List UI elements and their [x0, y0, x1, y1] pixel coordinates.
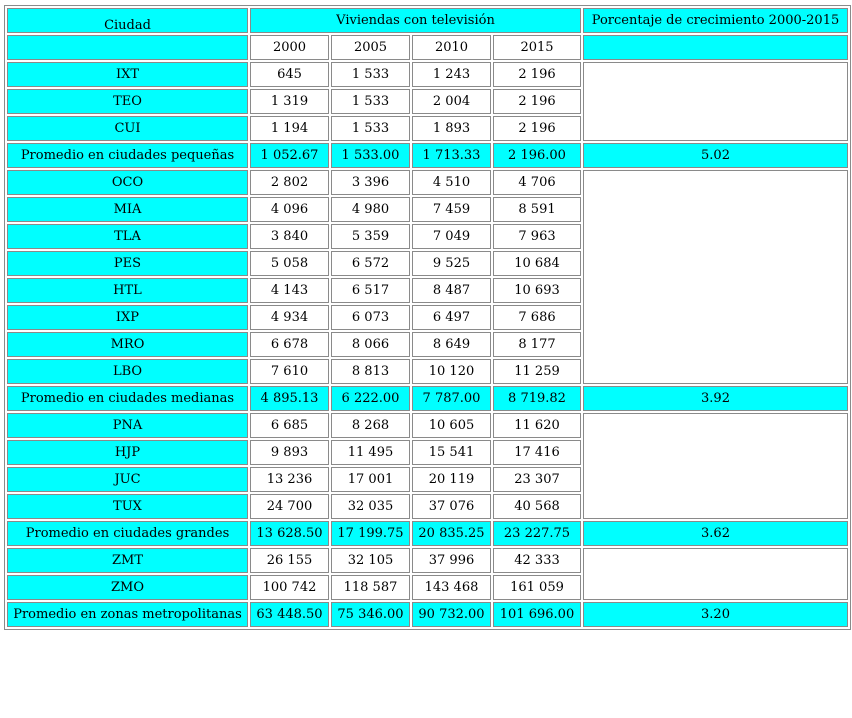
- value-cell: 6 572: [331, 251, 410, 276]
- value-cell: 2 802: [250, 170, 329, 195]
- summary-row: [7, 602, 848, 627]
- tv-homes-table: [4, 5, 851, 630]
- value-cell: 8 177: [493, 332, 581, 357]
- value-cell: 5 359: [331, 224, 410, 249]
- city-cell: HTL: [7, 278, 248, 303]
- value-cell: 8 649: [412, 332, 491, 357]
- city-cell: PES: [7, 251, 248, 276]
- value-cell: 7 686: [493, 305, 581, 330]
- value-cell: 2 004: [412, 89, 491, 114]
- summary-value: 7 787.00: [412, 386, 491, 411]
- city-cell: HJP: [7, 440, 248, 465]
- value-cell: 100 742: [250, 575, 329, 600]
- value-cell: 10 693: [493, 278, 581, 303]
- value-cell: 23 307: [493, 467, 581, 492]
- table-row: [7, 413, 848, 438]
- summary-growth: 3.20: [583, 602, 848, 627]
- value-cell: 32 035: [331, 494, 410, 519]
- summary-label: Promedio en ciudades pequeñas: [7, 143, 248, 168]
- header-city: Ciudad: [7, 8, 248, 33]
- value-cell: 7 610: [250, 359, 329, 384]
- summary-growth: 3.92: [583, 386, 848, 411]
- header-year-2000: 2000: [250, 35, 329, 60]
- city-cell: TUX: [7, 494, 248, 519]
- summary-value: 1 533.00: [331, 143, 410, 168]
- value-cell: 8 066: [331, 332, 410, 357]
- value-cell: 2 196: [493, 116, 581, 141]
- city-cell: TLA: [7, 224, 248, 249]
- value-cell: 7 459: [412, 197, 491, 222]
- summary-value: 90 732.00: [412, 602, 491, 627]
- value-cell: 5 058: [250, 251, 329, 276]
- growth-blank-cell: [583, 170, 848, 384]
- value-cell: 37 076: [412, 494, 491, 519]
- city-cell: ZMO: [7, 575, 248, 600]
- value-cell: 26 155: [250, 548, 329, 573]
- summary-value: 101 696.00: [493, 602, 581, 627]
- value-cell: 3 840: [250, 224, 329, 249]
- table-row: [7, 62, 848, 87]
- value-cell: 37 996: [412, 548, 491, 573]
- header-year-2005: 2005: [331, 35, 410, 60]
- value-cell: 10 605: [412, 413, 491, 438]
- value-cell: 10 684: [493, 251, 581, 276]
- summary-value: 63 448.50: [250, 602, 329, 627]
- value-cell: 17 416: [493, 440, 581, 465]
- value-cell: 40 568: [493, 494, 581, 519]
- summary-value: 17 199.75: [331, 521, 410, 546]
- city-cell: ZMT: [7, 548, 248, 573]
- header-year-2010: 2010: [412, 35, 491, 60]
- value-cell: 6 685: [250, 413, 329, 438]
- value-cell: 8 591: [493, 197, 581, 222]
- value-cell: 4 980: [331, 197, 410, 222]
- header-growth: Porcentaje de crecimiento 2000-2015: [583, 8, 848, 33]
- summary-row: [7, 386, 848, 411]
- value-cell: 4 706: [493, 170, 581, 195]
- value-cell: 4 096: [250, 197, 329, 222]
- value-cell: 2 196: [493, 62, 581, 87]
- value-cell: 42 333: [493, 548, 581, 573]
- city-cell: IXT: [7, 62, 248, 87]
- header-growth-blank: [583, 35, 848, 60]
- value-cell: 1 533: [331, 116, 410, 141]
- city-cell: MIA: [7, 197, 248, 222]
- value-cell: 4 143: [250, 278, 329, 303]
- summary-label: Promedio en zonas metropolitanas: [7, 602, 248, 627]
- summary-value: 13 628.50: [250, 521, 329, 546]
- header-year-2015: 2015: [493, 35, 581, 60]
- value-cell: 7 049: [412, 224, 491, 249]
- value-cell: 11 620: [493, 413, 581, 438]
- value-cell: 10 120: [412, 359, 491, 384]
- value-cell: 645: [250, 62, 329, 87]
- summary-row: [7, 521, 848, 546]
- value-cell: 8 487: [412, 278, 491, 303]
- growth-blank-cell: [583, 548, 848, 600]
- summary-value: 1 052.67: [250, 143, 329, 168]
- city-cell: TEO: [7, 89, 248, 114]
- value-cell: 1 533: [331, 62, 410, 87]
- city-cell: CUI: [7, 116, 248, 141]
- value-cell: 6 517: [331, 278, 410, 303]
- value-cell: 2 196: [493, 89, 581, 114]
- value-cell: 9 893: [250, 440, 329, 465]
- value-cell: 6 073: [331, 305, 410, 330]
- value-cell: 8 813: [331, 359, 410, 384]
- summary-value: 75 346.00: [331, 602, 410, 627]
- value-cell: 32 105: [331, 548, 410, 573]
- value-cell: 24 700: [250, 494, 329, 519]
- value-cell: 6 678: [250, 332, 329, 357]
- header-city-blank: [7, 35, 248, 60]
- summary-value: 20 835.25: [412, 521, 491, 546]
- value-cell: 1 893: [412, 116, 491, 141]
- value-cell: 17 001: [331, 467, 410, 492]
- city-cell: IXP: [7, 305, 248, 330]
- city-cell: OCO: [7, 170, 248, 195]
- summary-value: 6 222.00: [331, 386, 410, 411]
- city-cell: LBO: [7, 359, 248, 384]
- summary-growth: 5.02: [583, 143, 848, 168]
- value-cell: 1 194: [250, 116, 329, 141]
- summary-value: 23 227.75: [493, 521, 581, 546]
- growth-blank-cell: [583, 413, 848, 519]
- value-cell: 1 533: [331, 89, 410, 114]
- value-cell: 9 525: [412, 251, 491, 276]
- value-cell: 4 510: [412, 170, 491, 195]
- value-cell: 8 268: [331, 413, 410, 438]
- value-cell: 1 243: [412, 62, 491, 87]
- header-tv-homes: Viviendas con televisión: [250, 8, 581, 33]
- header-row-years: [7, 35, 848, 60]
- city-cell: JUC: [7, 467, 248, 492]
- value-cell: 11 259: [493, 359, 581, 384]
- summary-value: 2 196.00: [493, 143, 581, 168]
- summary-value: 8 719.82: [493, 386, 581, 411]
- value-cell: 11 495: [331, 440, 410, 465]
- value-cell: 7 963: [493, 224, 581, 249]
- value-cell: 1 319: [250, 89, 329, 114]
- value-cell: 143 468: [412, 575, 491, 600]
- summary-label: Promedio en ciudades grandes: [7, 521, 248, 546]
- summary-row: [7, 143, 848, 168]
- header-row-top: [7, 8, 848, 33]
- value-cell: 118 587: [331, 575, 410, 600]
- value-cell: 15 541: [412, 440, 491, 465]
- growth-blank-cell: [583, 62, 848, 141]
- city-cell: PNA: [7, 413, 248, 438]
- summary-label: Promedio en ciudades medianas: [7, 386, 248, 411]
- summary-value: 1 713.33: [412, 143, 491, 168]
- table-row: [7, 170, 848, 195]
- city-cell: MRO: [7, 332, 248, 357]
- value-cell: 4 934: [250, 305, 329, 330]
- value-cell: 20 119: [412, 467, 491, 492]
- value-cell: 6 497: [412, 305, 491, 330]
- value-cell: 161 059: [493, 575, 581, 600]
- table-row: [7, 548, 848, 573]
- summary-growth: 3.62: [583, 521, 848, 546]
- summary-value: 4 895.13: [250, 386, 329, 411]
- value-cell: 13 236: [250, 467, 329, 492]
- value-cell: 3 396: [331, 170, 410, 195]
